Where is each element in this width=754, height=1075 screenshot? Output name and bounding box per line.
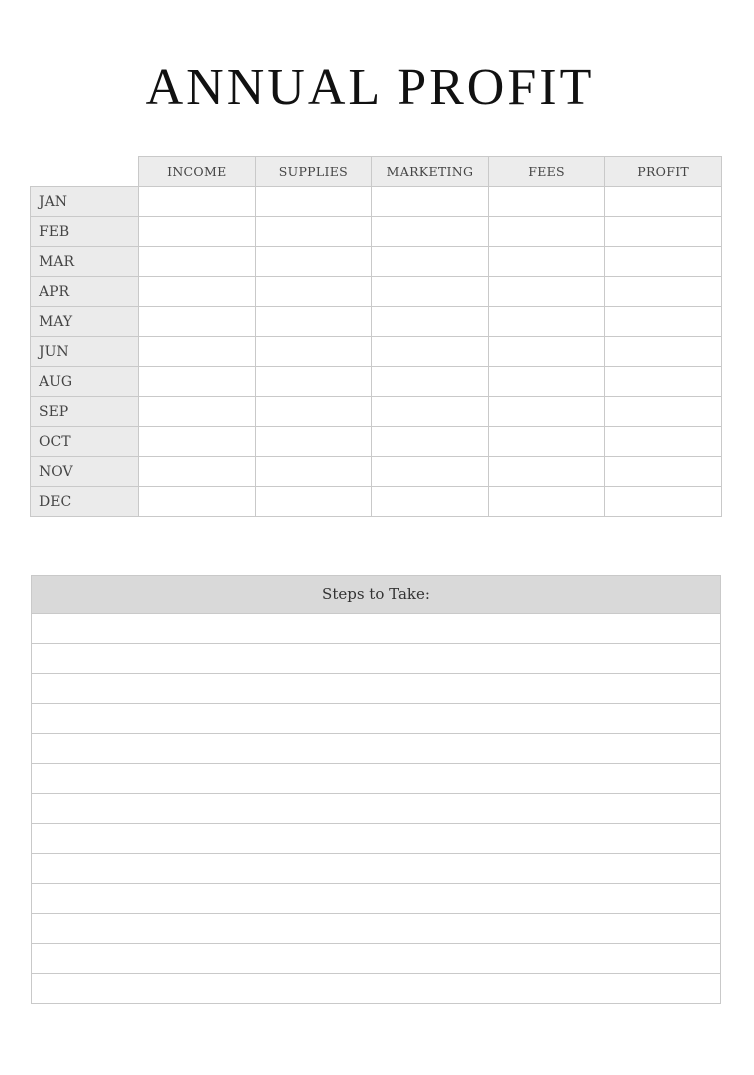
cell-fees[interactable] xyxy=(488,367,605,397)
cell-profit[interactable] xyxy=(605,397,722,427)
month-row xyxy=(31,217,722,247)
month-row xyxy=(31,187,722,217)
cell-fees[interactable] xyxy=(488,487,605,517)
column-header-marketing: MARKETING xyxy=(372,157,489,187)
cell-profit[interactable] xyxy=(605,487,722,517)
cell-supplies[interactable] xyxy=(255,367,372,397)
cell-fees[interactable] xyxy=(488,427,605,457)
cell-marketing[interactable] xyxy=(372,307,489,337)
month-label: MAY xyxy=(31,307,139,337)
cell-supplies[interactable] xyxy=(255,487,372,517)
cell-marketing[interactable] xyxy=(372,367,489,397)
cell-fees[interactable] xyxy=(488,277,605,307)
cell-income[interactable] xyxy=(139,337,256,367)
step-line[interactable] xyxy=(32,913,720,943)
column-header-supplies: SUPPLIES xyxy=(255,157,372,187)
month-label: AUG xyxy=(31,367,139,397)
profit-table-body xyxy=(31,187,722,517)
cell-profit[interactable] xyxy=(605,427,722,457)
cell-profit[interactable] xyxy=(605,367,722,397)
month-row xyxy=(31,427,722,457)
cell-income[interactable] xyxy=(139,487,256,517)
step-line[interactable] xyxy=(32,943,720,973)
month-label: FEB xyxy=(31,217,139,247)
cell-marketing[interactable] xyxy=(372,187,489,217)
step-line[interactable] xyxy=(32,643,720,673)
cell-supplies[interactable] xyxy=(255,427,372,457)
steps-lines xyxy=(32,613,720,1003)
cell-fees[interactable] xyxy=(488,217,605,247)
cell-supplies[interactable] xyxy=(255,457,372,487)
month-row xyxy=(31,337,722,367)
profit-table xyxy=(30,156,722,517)
step-line[interactable] xyxy=(32,613,720,643)
cell-marketing[interactable] xyxy=(372,457,489,487)
cell-income[interactable] xyxy=(139,367,256,397)
cell-income[interactable] xyxy=(139,277,256,307)
cell-profit[interactable] xyxy=(605,457,722,487)
cell-profit[interactable] xyxy=(605,337,722,367)
cell-supplies[interactable] xyxy=(255,247,372,277)
cell-profit[interactable] xyxy=(605,187,722,217)
cell-supplies[interactable] xyxy=(255,187,372,217)
cell-profit[interactable] xyxy=(605,307,722,337)
column-header-profit: PROFIT xyxy=(605,157,722,187)
step-line[interactable] xyxy=(32,763,720,793)
page-title: ANNUAL PROFIT xyxy=(145,59,595,116)
cell-marketing[interactable] xyxy=(372,247,489,277)
cell-supplies[interactable] xyxy=(255,337,372,367)
cell-marketing[interactable] xyxy=(372,397,489,427)
cell-profit[interactable] xyxy=(605,277,722,307)
cell-marketing[interactable] xyxy=(372,277,489,307)
month-label: SEP xyxy=(31,397,139,427)
cell-fees[interactable] xyxy=(488,457,605,487)
step-line[interactable] xyxy=(32,703,720,733)
cell-profit[interactable] xyxy=(605,217,722,247)
month-row xyxy=(31,367,722,397)
cell-fees[interactable] xyxy=(488,397,605,427)
month-label: OCT xyxy=(31,427,139,457)
month-row xyxy=(31,307,722,337)
cell-profit[interactable] xyxy=(605,247,722,277)
cell-fees[interactable] xyxy=(488,187,605,217)
cell-income[interactable] xyxy=(139,307,256,337)
cell-fees[interactable] xyxy=(488,337,605,367)
month-label: MAR xyxy=(31,247,139,277)
cell-marketing[interactable] xyxy=(372,427,489,457)
table-corner xyxy=(31,157,139,187)
cell-fees[interactable] xyxy=(488,247,605,277)
cell-supplies[interactable] xyxy=(255,277,372,307)
steps-to-take-box xyxy=(31,575,721,1004)
month-row xyxy=(31,457,722,487)
month-label: JAN xyxy=(31,187,139,217)
step-line[interactable] xyxy=(32,793,720,823)
cell-supplies[interactable] xyxy=(255,217,372,247)
month-row xyxy=(31,247,722,277)
month-row xyxy=(31,277,722,307)
cell-marketing[interactable] xyxy=(372,217,489,247)
cell-income[interactable] xyxy=(139,217,256,247)
month-label: NOV xyxy=(31,457,139,487)
profit-table-header-row xyxy=(31,157,722,187)
column-header-fees: FEES xyxy=(488,157,605,187)
step-line[interactable] xyxy=(32,823,720,853)
step-line[interactable] xyxy=(32,673,720,703)
step-line[interactable] xyxy=(32,973,720,1003)
step-line[interactable] xyxy=(32,883,720,913)
month-label: JUN xyxy=(31,337,139,367)
cell-supplies[interactable] xyxy=(255,397,372,427)
cell-income[interactable] xyxy=(139,457,256,487)
cell-income[interactable] xyxy=(139,397,256,427)
cell-income[interactable] xyxy=(139,247,256,277)
month-row xyxy=(31,397,722,427)
cell-marketing[interactable] xyxy=(372,487,489,517)
cell-income[interactable] xyxy=(139,427,256,457)
cell-income[interactable] xyxy=(139,187,256,217)
cell-fees[interactable] xyxy=(488,307,605,337)
cell-supplies[interactable] xyxy=(255,307,372,337)
column-header-income: INCOME xyxy=(139,157,256,187)
steps-header: Steps to Take: xyxy=(32,576,720,613)
step-line[interactable] xyxy=(32,853,720,883)
month-label: APR xyxy=(31,277,139,307)
month-row xyxy=(31,487,722,517)
step-line[interactable] xyxy=(32,733,720,763)
month-label: DEC xyxy=(31,487,139,517)
cell-marketing[interactable] xyxy=(372,337,489,367)
